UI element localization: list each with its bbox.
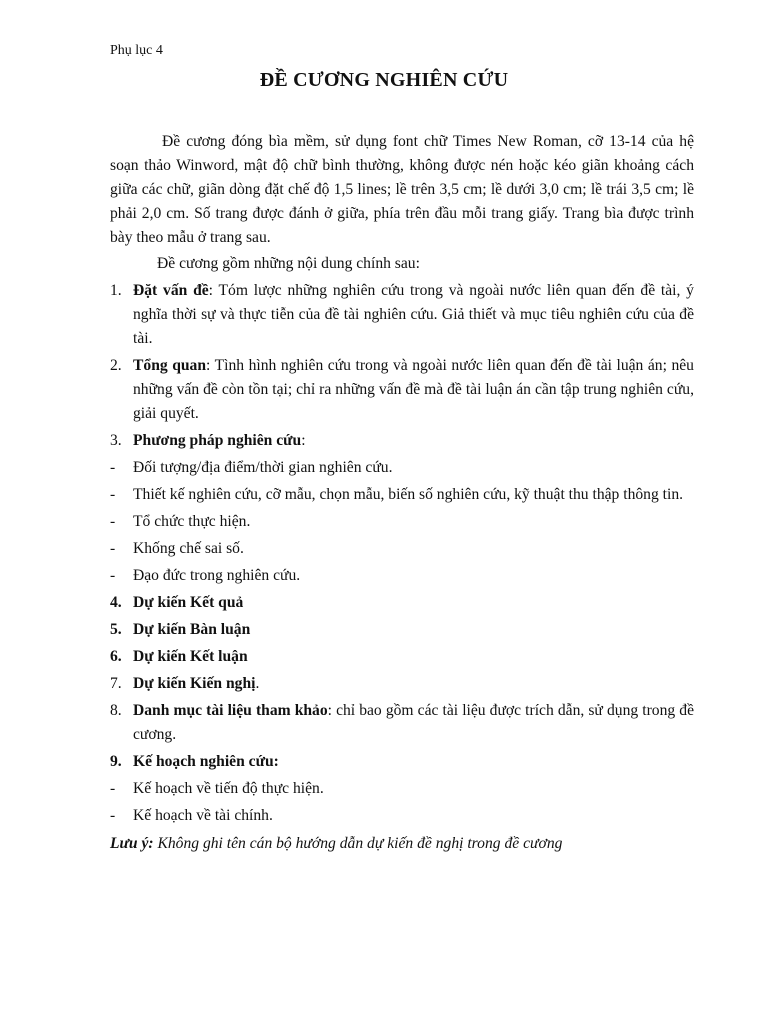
bullet-item xyxy=(110,537,694,561)
item-heading: Dự kiến Kết quả xyxy=(133,594,244,611)
item-text: Kế hoạch về tài chính. xyxy=(133,807,273,824)
item-heading: Dự kiến Bàn luận xyxy=(133,621,251,638)
note-text: Không ghi tên cán bộ hướng dẫn dự kiến đề nghị trong đề cương xyxy=(153,835,563,852)
item-text: : xyxy=(301,432,306,449)
item-text: : Tình hình nghiên cứu trong và ngoài nước liên quan đến đề tài luận án; nêu những vấn đề còn tồn tại; chỉ ra những vấn đề mà đề tài luận án cần tập trung nghiên cứu, giải quyết. xyxy=(133,357,694,422)
item-heading: Kế hoạch nghiên cứu: xyxy=(133,753,279,770)
item-marker: 6. xyxy=(110,648,122,665)
item-content xyxy=(133,645,694,669)
item-heading: Danh mục tài liệu tham khảo xyxy=(133,702,328,719)
item-content xyxy=(133,699,694,747)
intro-lead-in: Đề cương gồm những nội dung chính sau: xyxy=(157,255,420,272)
item-marker: 7. xyxy=(110,675,122,692)
intro-paragraph: Đề cương đóng bìa mềm, sử dụng font chữ Times New Roman, cỡ 13-14 của hệ soạn thảo Winword, mật độ chữ bình thường, không được nén hoặc kéo giãn khoảng cách giữa các chữ, giãn dòng đặt chế độ 1,5 lines; lề trên 3,5 cm; lề dưới 3,0 cm; lề trái 3,5 cm; lề phải 2,0 cm. Số trang được đánh ở giữa, phía trên đầu mỗi trang giấy. Trang bìa được trình bày theo mẫu ở trang sau. xyxy=(110,133,694,246)
bullet-item xyxy=(110,804,694,828)
item-content xyxy=(133,564,694,588)
item-marker: - xyxy=(110,567,116,584)
item-marker: 1. xyxy=(110,282,122,299)
item-heading: Đặt vấn đề xyxy=(133,282,209,299)
item-marker: 3. xyxy=(110,432,122,449)
item-text: . xyxy=(255,675,260,692)
bullet-item xyxy=(110,564,694,588)
item-content xyxy=(133,591,694,615)
item-marker: 8. xyxy=(110,702,122,719)
item-marker: - xyxy=(110,807,116,824)
item-text: Khống chế sai số. xyxy=(133,540,244,557)
item-marker: 5. xyxy=(110,621,122,638)
item-content xyxy=(133,537,694,561)
item-content xyxy=(133,279,694,351)
item-marker: 2. xyxy=(110,357,122,374)
numbered-item xyxy=(110,699,694,747)
item-heading: Dự kiến Kết luận xyxy=(133,648,248,665)
item-text: : chỉ bao gồm các tài liệu được trích dẫn, sử dụng trong đề cương. xyxy=(133,702,694,743)
numbered-item xyxy=(110,645,694,669)
numbered-item xyxy=(110,429,694,453)
bullet-item xyxy=(110,510,694,534)
outline-list xyxy=(110,279,694,828)
item-marker: 4. xyxy=(110,594,122,611)
numbered-item xyxy=(110,591,694,615)
item-heading: Tổng quan xyxy=(133,357,207,374)
item-content xyxy=(133,750,694,774)
item-text: Kế hoạch về tiến độ thực hiện. xyxy=(133,780,324,797)
numbered-item xyxy=(110,279,694,351)
numbered-item xyxy=(110,672,694,696)
item-marker: - xyxy=(110,540,116,557)
page-title: ĐỀ CƯƠNG NGHIÊN CỨU xyxy=(259,69,509,91)
item-heading: Phương pháp nghiên cứu xyxy=(133,432,302,449)
item-content xyxy=(133,354,694,426)
bullet-item xyxy=(110,483,694,507)
item-text: : Tóm lược những nghiên cứu trong và ngoài nước liên quan đến đề tài, ý nghĩa thời sự và thực tiễn của đề tài nghiên cứu. Giả thiết và mục tiêu nghiên cứu của đề tài. xyxy=(133,282,694,347)
item-marker: - xyxy=(110,780,116,797)
item-content xyxy=(133,804,694,828)
item-text: Đối tượng/địa điểm/thời gian nghiên cứu. xyxy=(133,459,393,476)
note xyxy=(110,832,694,856)
item-content xyxy=(133,777,694,801)
item-content xyxy=(133,456,694,480)
appendix-label: Phụ lục 4 xyxy=(110,43,163,58)
bullet-item xyxy=(110,777,694,801)
item-text: Tổ chức thực hiện. xyxy=(133,513,251,530)
item-marker: - xyxy=(110,459,116,476)
numbered-item xyxy=(110,618,694,642)
numbered-item xyxy=(110,750,694,774)
document-body xyxy=(110,130,694,856)
item-marker: - xyxy=(110,513,116,530)
item-text: Thiết kế nghiên cứu, cỡ mẫu, chọn mẫu, biến số nghiên cứu, kỹ thuật thu thập thông tin. xyxy=(133,486,684,503)
item-content xyxy=(133,618,694,642)
item-heading: Dự kiến Kiến nghị xyxy=(133,675,256,692)
item-content xyxy=(133,672,694,696)
numbered-item xyxy=(110,354,694,426)
item-content xyxy=(133,483,694,507)
item-marker: - xyxy=(110,486,116,503)
item-content xyxy=(133,510,694,534)
bullet-item xyxy=(110,456,694,480)
note-label: Lưu ý: xyxy=(110,835,154,852)
item-text: Đạo đức trong nghiên cứu. xyxy=(133,567,301,584)
item-content xyxy=(133,429,694,453)
item-marker: 9. xyxy=(110,753,122,770)
